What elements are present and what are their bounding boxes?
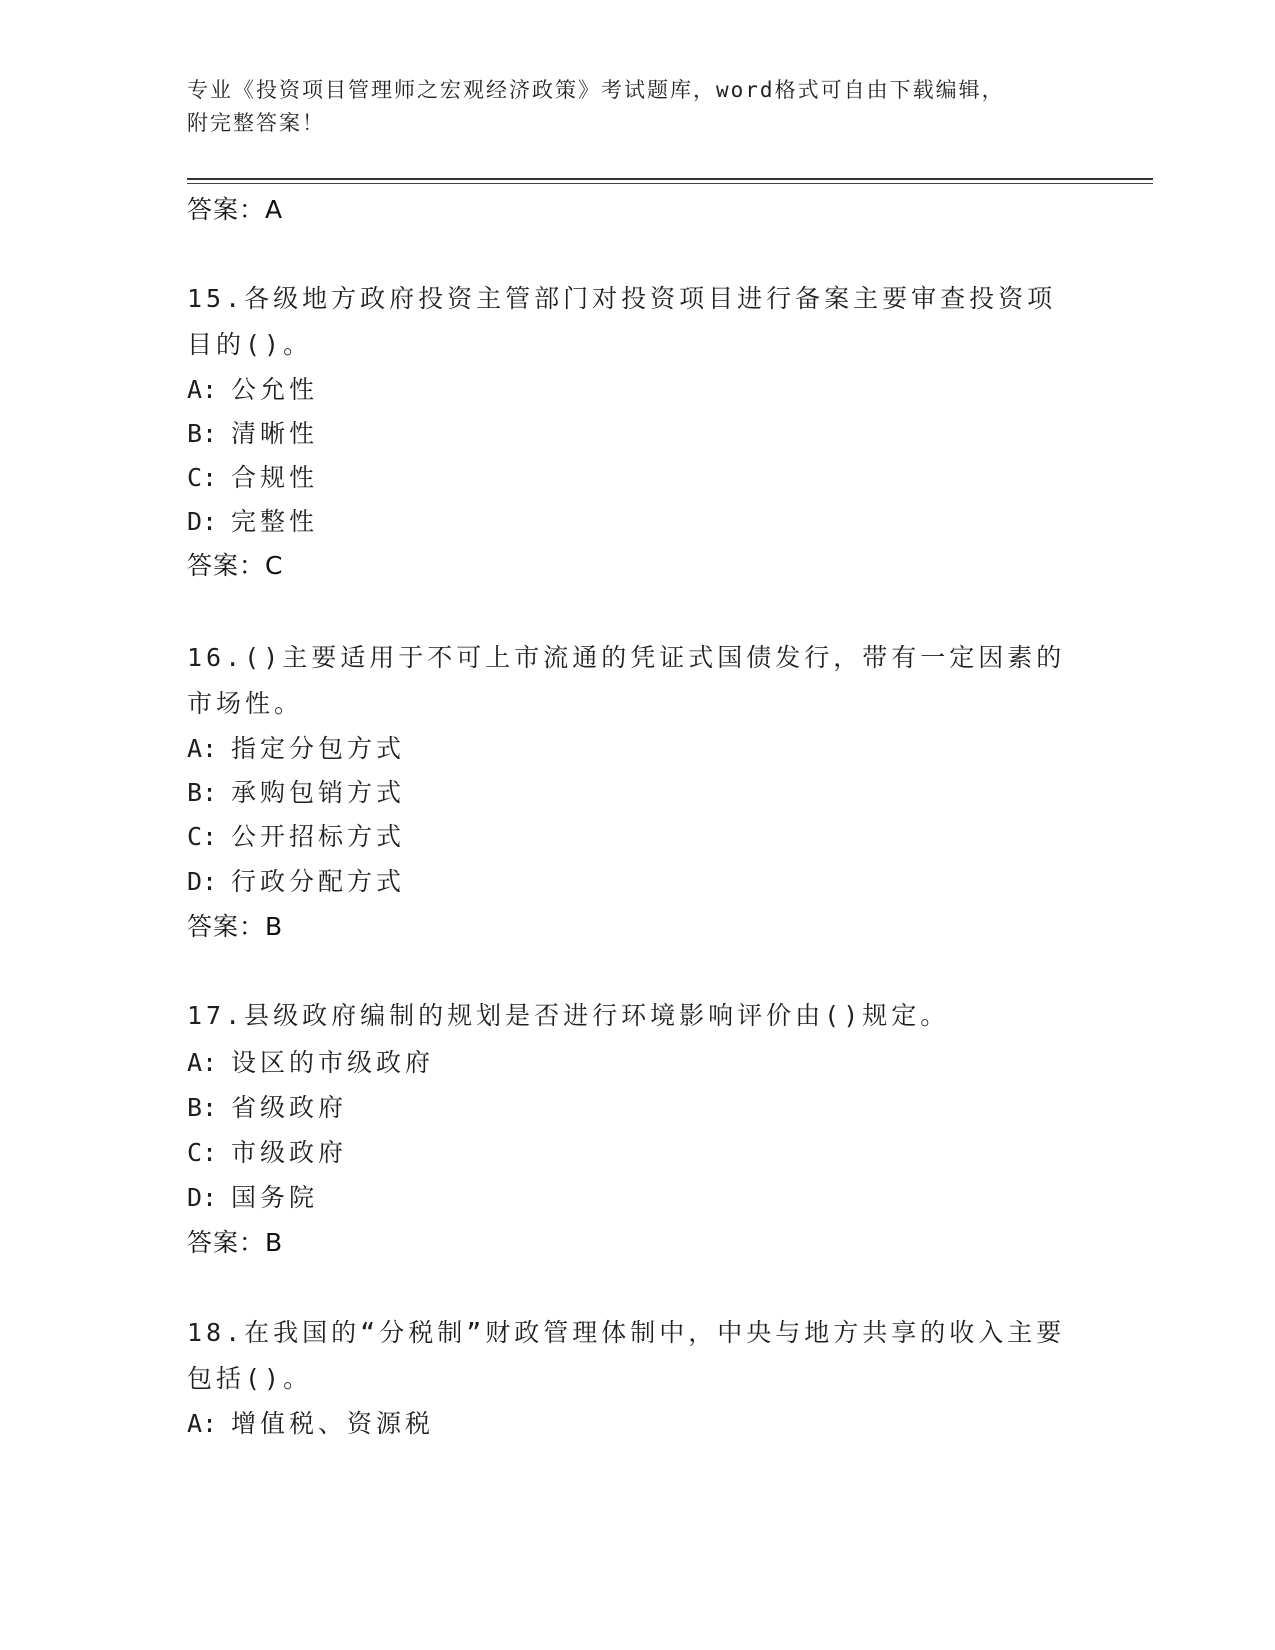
option-letter: B: <box>187 1093 218 1122</box>
header-divider-thick <box>187 178 1153 180</box>
question-15-stem: 15.各级地方政府投资主管部门对投资项目进行备案主要审查投资项目的()。 <box>187 284 1057 359</box>
option-text: 市级政府 <box>231 1138 348 1167</box>
option-text: 行政分配方式 <box>231 867 406 896</box>
question-16-option-a <box>187 732 405 766</box>
option-letter: D: <box>187 867 218 896</box>
option-text: 清晰性 <box>231 419 319 448</box>
previous-answer: 答案：A <box>187 195 284 224</box>
option-letter: D: <box>187 507 218 536</box>
option-text: 设区的市级政府 <box>231 1048 435 1077</box>
option-letter: A: <box>187 1048 218 1077</box>
option-text: 公允性 <box>231 375 319 404</box>
option-letter: C: <box>187 1138 218 1167</box>
question-18-option-a <box>187 1407 434 1441</box>
option-letter: B: <box>187 778 218 807</box>
option-letter: A: <box>187 1409 218 1438</box>
option-text: 公开招标方式 <box>231 822 406 851</box>
option-letter: C: <box>187 463 218 492</box>
option-text: 省级政府 <box>231 1093 348 1122</box>
header-divider-thin <box>187 183 1153 184</box>
option-letter: B: <box>187 419 218 448</box>
option-letter: A: <box>187 375 218 404</box>
question-15-option-a <box>187 373 318 407</box>
option-text: 合规性 <box>231 463 319 492</box>
question-17-option-a <box>187 1046 434 1080</box>
question-16-option-d <box>187 865 405 899</box>
option-letter: A: <box>187 734 218 763</box>
question-17-option-b <box>187 1091 347 1125</box>
option-letter: D: <box>187 1183 218 1212</box>
question-17-option-d <box>187 1181 318 1215</box>
option-text: 国务院 <box>231 1183 319 1212</box>
question-17-option-c <box>187 1136 347 1170</box>
question-18-stem: 18.在我国的“分税制”财政管理体制中，中央与地方共享的收入主要包括()。 <box>187 1318 1066 1393</box>
question-17-stem: 17.县级政府编制的规划是否进行环境影响评价由()规定。 <box>187 1001 950 1030</box>
question-16-option-b <box>187 776 405 810</box>
header-line-1: 专业《投资项目管理师之宏观经济政策》考试题库，word格式可自由下载编辑， <box>187 78 1005 102</box>
question-16-stem: 16.()主要适用于不可上市流通的凭证式国债发行，带有一定因素的市场性。 <box>187 643 1066 718</box>
question-16-option-c <box>187 820 405 854</box>
question-15-option-d <box>187 505 318 539</box>
question-16-answer: 答案：B <box>187 912 284 941</box>
option-letter: C: <box>187 822 218 851</box>
question-15-answer: 答案：C <box>187 551 284 580</box>
document-header <box>187 74 1087 140</box>
question-17-answer: 答案：B <box>187 1228 284 1257</box>
option-text: 指定分包方式 <box>231 734 406 763</box>
question-15-option-b <box>187 417 318 451</box>
question-15-option-c <box>187 461 318 495</box>
option-text: 承购包销方式 <box>231 778 406 807</box>
option-text: 完整性 <box>231 507 319 536</box>
header-line-2: 附完整答案！ <box>187 111 325 135</box>
option-text: 增值税、资源税 <box>231 1409 435 1438</box>
